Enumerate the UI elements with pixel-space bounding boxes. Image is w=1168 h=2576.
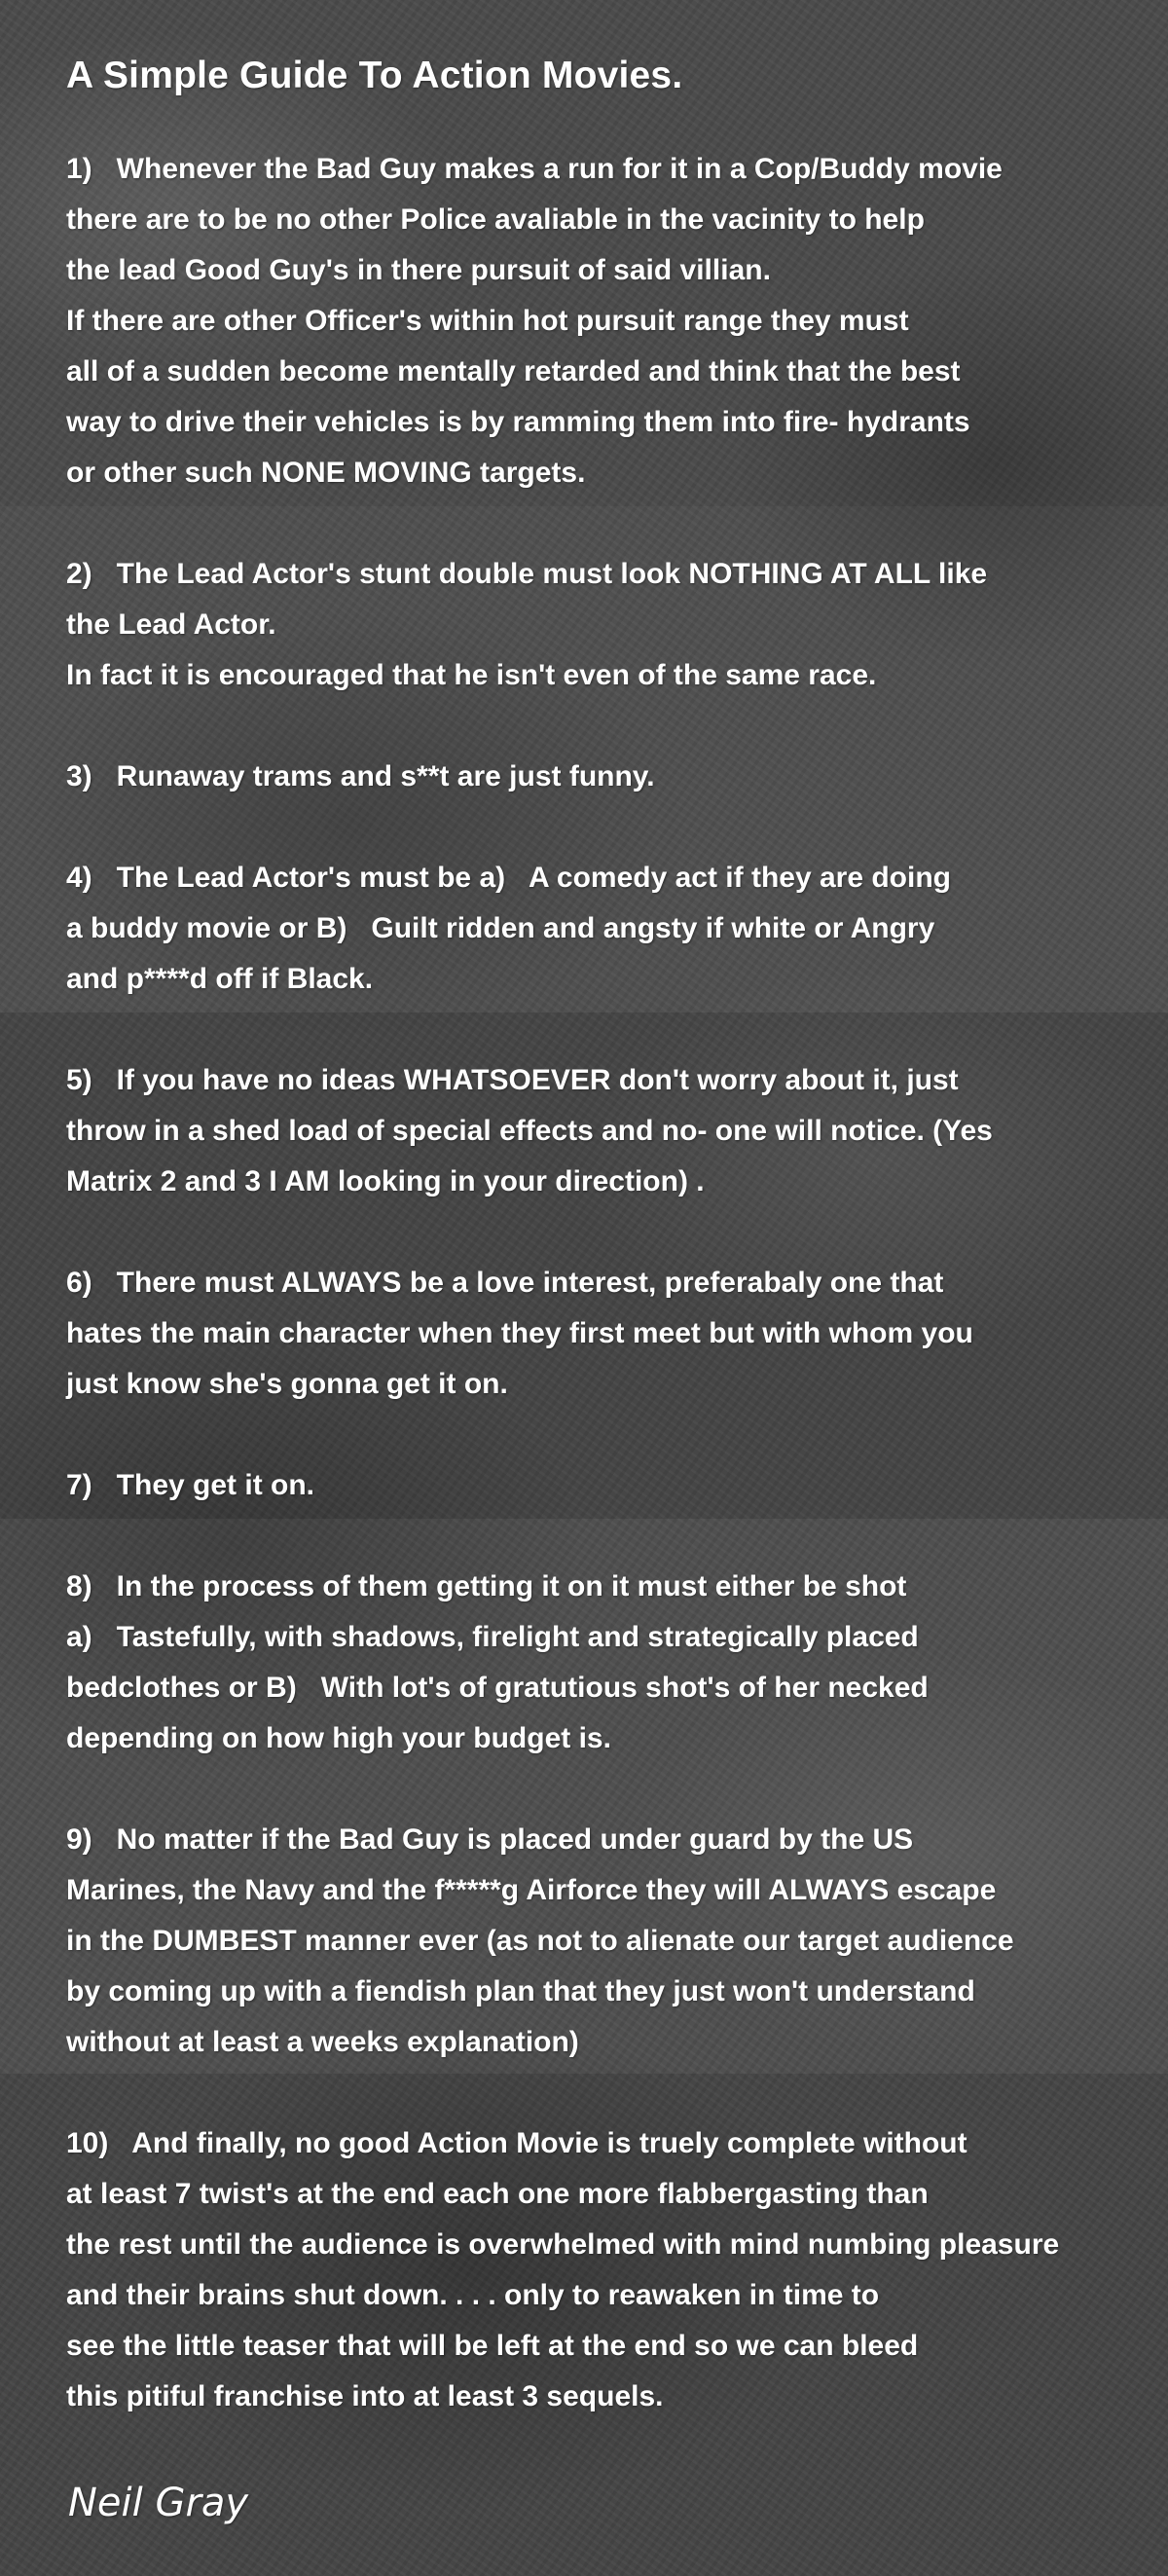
poem-line: a buddy movie or B) Guilt ridden and angsty if white or Angry [66, 912, 935, 944]
poem-line: or other such NONE MOVING targets. [66, 457, 586, 489]
poem-line: In fact it is encouraged that he isn't even of the same race. [66, 659, 877, 691]
poem-line: just know she's gonna get it on. [66, 1368, 508, 1400]
poem-stanza [66, 1562, 1147, 1764]
poem-line: 5) If you have no ideas WHATSOEVER don't worry about it, just [66, 1064, 959, 1096]
poem-stanza [66, 2118, 1147, 2422]
poem-line: the lead Good Guy's in there pursuit of said villian. [66, 254, 771, 286]
poem-title: A Simple Guide To Action Movies. [66, 55, 683, 96]
poem-line: there are to be no other Police avaliable in the vacinity to help [66, 203, 925, 236]
poem-line: depending on how high your budget is. [66, 1722, 611, 1754]
poem-line: 8) In the process of them getting it on it must either be shot [66, 1570, 907, 1602]
poem-line: hates the main character when they first meet but with whom you [66, 1317, 973, 1349]
poem-line: 6) There must ALWAYS be a love interest, preferabaly one that [66, 1267, 944, 1299]
poem-stanza [66, 549, 1147, 701]
poem-line: the Lead Actor. [66, 608, 276, 641]
poem-line: bedclothes or B) With lot's of gratutious shot's of her necked [66, 1672, 929, 1704]
poem-line: way to drive their vehicles is by ramming them into fire- hydrants [66, 406, 970, 438]
poem-line: throw in a shed load of special effects and no- one will notice. (Yes [66, 1115, 993, 1147]
poem-line: 10) And finally, no good Action Movie is truely complete without [66, 2127, 967, 2159]
poem-line: 2) The Lead Actor's stunt double must look NOTHING AT ALL like [66, 558, 988, 590]
poem-line: at least 7 twist's at the end each one more flabbergasting than [66, 2178, 929, 2210]
poem-line: 1) Whenever the Bad Guy makes a run for it in a Cop/Buddy movie [66, 153, 1003, 185]
poem-stanzas [66, 144, 1147, 2422]
poem-line: all of a sudden become mentally retarded and think that the best [66, 355, 961, 387]
poem-line: Marines, the Navy and the f*****g Airforce they will ALWAYS escape [66, 1874, 997, 1906]
poem-line: Matrix 2 and 3 I AM looking in your direction) . [66, 1165, 705, 1197]
poem-line: a) Tastefully, with shadows, firelight and strategically placed [66, 1621, 919, 1653]
poem-stanza [66, 1055, 1147, 1207]
poem-line: 9) No matter if the Bad Guy is placed under guard by the US [66, 1823, 914, 1856]
poem-line: 4) The Lead Actor's must be a) A comedy act if they are doing [66, 862, 951, 894]
poem-line: in the DUMBEST manner ever (as not to alienate our target audience [66, 1925, 1014, 1957]
poem-line: without at least a weeks explanation) [66, 2026, 579, 2058]
poem-stanza [66, 1460, 1147, 1511]
poem-line: this pitiful franchise into at least 3 sequels. [66, 2380, 664, 2412]
poem-stanza [66, 1815, 1147, 2068]
poem-line: and their brains shut down. . . . only to reawaken in time to [66, 2279, 880, 2311]
poem-stanza [66, 1258, 1147, 1410]
poem-line: 7) They get it on. [66, 1469, 315, 1501]
poem-line: If there are other Officer's within hot pursuit range they must [66, 305, 909, 337]
poem-line: 3) Runaway trams and s**t are just funny. [66, 760, 655, 792]
poem-line: by coming up with a fiendish plan that they just won't understand [66, 1975, 975, 2007]
poem-line: and p****d off if Black. [66, 963, 374, 995]
poem-author: Neil Gray [68, 2481, 249, 2525]
poem-line: see the little teaser that will be left at the end so we can bleed [66, 2330, 919, 2362]
poem-body [66, 51, 1147, 2473]
poem-stanza [66, 752, 1147, 802]
poem-stanza [66, 144, 1147, 498]
poem-line: the rest until the audience is overwhelmed with mind numbing pleasure [66, 2228, 1060, 2261]
poem-stanza [66, 853, 1147, 1005]
